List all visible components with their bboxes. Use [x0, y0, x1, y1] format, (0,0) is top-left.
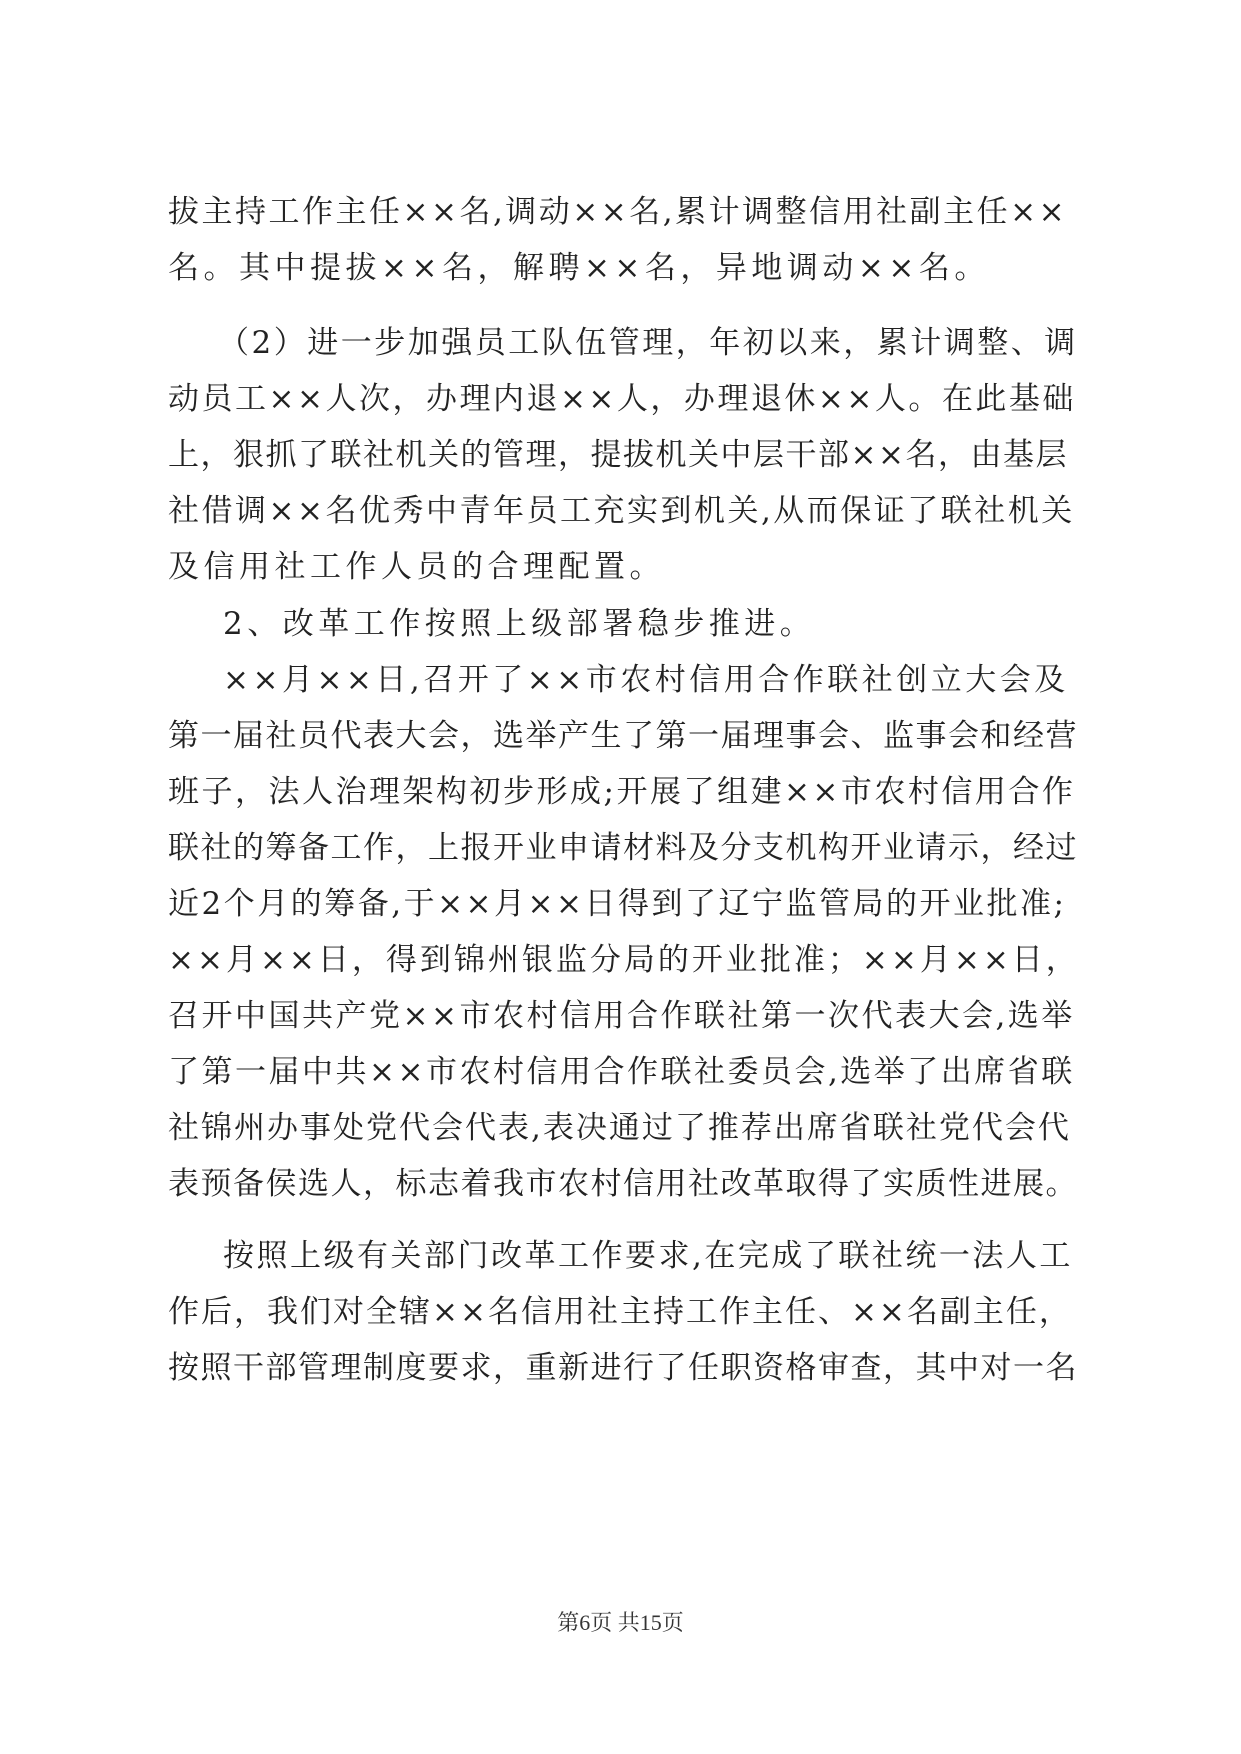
text-line: 动员工××人次，办理内退××人，办理退休××人。在此基础	[168, 381, 1076, 417]
text-line: 社锦州办事处党代会代表,表决通过了推荐出席省联社党代会代	[168, 1110, 1071, 1146]
text-line: 上，狠抓了联社机关的管理，提拔机关中层干部××名，由基层	[168, 437, 1068, 473]
text-line: 第一届社员代表大会，选举产生了第一届理事会、监事会和经营	[168, 718, 1078, 754]
text-line: 表预备侯选人，标志着我市农村信用社改革取得了实质性进展。	[168, 1166, 1078, 1202]
text-line: ××月××日，得到锦州银监分局的开业批准；××月××日，	[168, 942, 1080, 978]
text-line: 社借调××名优秀中青年员工充实到机关,从而保证了联社机关	[168, 493, 1075, 529]
text-line: 2、改革工作按照上级部署稳步推进。	[223, 606, 816, 642]
page-number-footer: 第6页 共15页	[557, 1610, 684, 1635]
text-line: 联社的筹备工作，上报开业申请材料及分支机构开业请示，经过	[168, 830, 1078, 866]
text-line: 了第一届中共××市农村信用合作联社委员会,选举了出席省联	[168, 1054, 1075, 1090]
text-line: 名。其中提拔××名，解聘××名，异地调动××名。	[168, 250, 990, 286]
text-line: 拔主持工作主任××名,调动××名,累计调整信用社副主任××	[168, 194, 1068, 230]
text-line: 按照干部管理制度要求，重新进行了任职资格审查，其中对一名	[168, 1350, 1078, 1386]
text-line: （2）进一步加强员工队伍管理，年初以来，累计调整、调	[218, 325, 1078, 361]
text-line: 班子，法人治理架构初步形成;开展了组建××市农村信用合作	[168, 774, 1076, 810]
text-line: 按照上级有关部门改革工作要求,在完成了联社统一法人工	[223, 1238, 1073, 1274]
text-line: 近2个月的筹备,于××月××日得到了辽宁监管局的开业批准;	[168, 886, 1067, 922]
text-line: 及信用社工作人员的合理配置。	[168, 549, 665, 585]
text-line: 召开中国共产党××市农村信用合作联社第一次代表大会,选举	[168, 998, 1075, 1034]
text-line: 作后，我们对全辖××名信用社主持工作主任、××名副主任，	[168, 1294, 1072, 1330]
text-line: ××月××日,召开了××市农村信用合作联社创立大会及	[223, 662, 1069, 698]
